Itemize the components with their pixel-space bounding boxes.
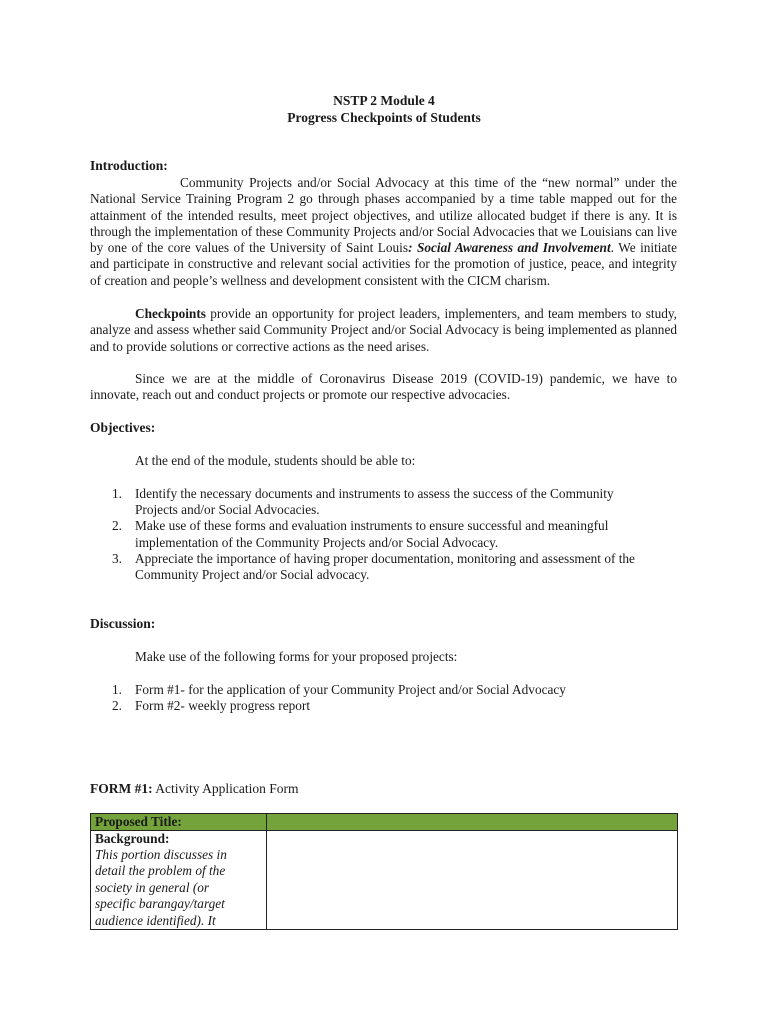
intro-text-1: Community Projects and/or Social Advocacy at this time of the “new normal” under the National Service Training Program 2 go through phases accompanied by a time table mapped out for the attainment of the intended results, meet project objectives, and utilize allocated budget if there is any. It is through the implementation of these Community Projects and/or Social Advocacies that we Louisians can live by one of the core values of the University of Saint Louis bbox=[90, 175, 677, 256]
list-number: 2. bbox=[112, 518, 122, 534]
checkpoints-paragraph bbox=[90, 306, 677, 355]
background-label: Background: bbox=[95, 831, 170, 846]
objective-line: Make use of these forms and evaluation instruments to ensure successful and meaningful bbox=[135, 518, 609, 534]
forms-list bbox=[90, 682, 677, 714]
objective-line: Projects and/or Social Advocacies. bbox=[135, 502, 320, 518]
background-label-cell bbox=[91, 831, 267, 930]
checkpoints-term: Checkpoints bbox=[135, 306, 206, 321]
introduction-heading: Introduction: bbox=[90, 158, 168, 173]
list-number: 1. bbox=[112, 682, 122, 697]
form1-heading bbox=[90, 781, 298, 797]
list-number: 1. bbox=[112, 486, 122, 501]
proposed-title-field[interactable] bbox=[267, 814, 678, 831]
module-title: NSTP 2 Module 4 bbox=[333, 93, 435, 108]
objectives-lead: At the end of the module, students should be able to: bbox=[135, 453, 416, 468]
objectives-list bbox=[90, 486, 677, 583]
module-subtitle: Progress Checkpoints of Students bbox=[287, 110, 481, 125]
objective-line: implementation of the Community Projects and/or Social Advocacy. bbox=[135, 534, 499, 550]
table-row bbox=[91, 814, 678, 831]
core-value-emphasis: : Social Awareness and Involvement bbox=[408, 240, 611, 256]
table-row bbox=[91, 831, 678, 930]
list-item bbox=[90, 518, 677, 550]
form1-label: FORM #1: bbox=[90, 781, 153, 796]
objective-line: Community Project and/or Social advocacy. bbox=[135, 567, 370, 583]
list-item bbox=[90, 698, 677, 714]
objective-line: Appreciate the importance of having proper documentation, monitoring and assessment of the bbox=[135, 550, 635, 566]
activity-application-form bbox=[90, 813, 678, 930]
checkpoints-text: provide an opportunity for project leaders, implementers, and team members to study, analyze and assess whether said Community Project and/or Social Advocacy is being implemented as planned and to provide solutions or corrective actions as the need arises. bbox=[90, 306, 677, 354]
form-item-text: Form #2- weekly progress report bbox=[135, 698, 311, 714]
objectives-heading: Objectives: bbox=[90, 420, 156, 435]
background-hint: This portion discusses in detail the problem of the society in general (or specific barangay/target audience identified). It bbox=[95, 847, 227, 928]
list-item bbox=[90, 682, 677, 698]
objective-line: Identify the necessary documents and instruments to assess the success of the Community bbox=[135, 486, 614, 501]
intro-text-2: . We initiate and participate in constructive and relevant social activities for the promotion of justice, peace, and integrity of creation and people’s wellness and development consistent with the CICM charism. bbox=[90, 240, 678, 288]
list-item bbox=[90, 551, 677, 583]
discussion-lead: Make use of the following forms for your proposed projects: bbox=[135, 649, 458, 664]
list-item bbox=[90, 486, 677, 518]
list-number: 2. bbox=[112, 698, 122, 714]
list-number: 3. bbox=[112, 550, 122, 566]
background-field[interactable] bbox=[267, 831, 678, 930]
form-item-text: Form #1- for the application of your Community Project and/or Social Advocacy bbox=[135, 682, 566, 697]
proposed-title-label: Proposed Title: bbox=[91, 814, 267, 831]
discussion-heading: Discussion: bbox=[90, 616, 156, 631]
covid-paragraph: Since we are at the middle of Coronavirus Disease 2019 (COVID-19) pandemic, we have to innovate, reach out and conduct projects or promote our respective advocacies. bbox=[90, 371, 677, 403]
form1-title: Activity Application Form bbox=[152, 781, 299, 796]
introduction-paragraph bbox=[90, 175, 677, 289]
